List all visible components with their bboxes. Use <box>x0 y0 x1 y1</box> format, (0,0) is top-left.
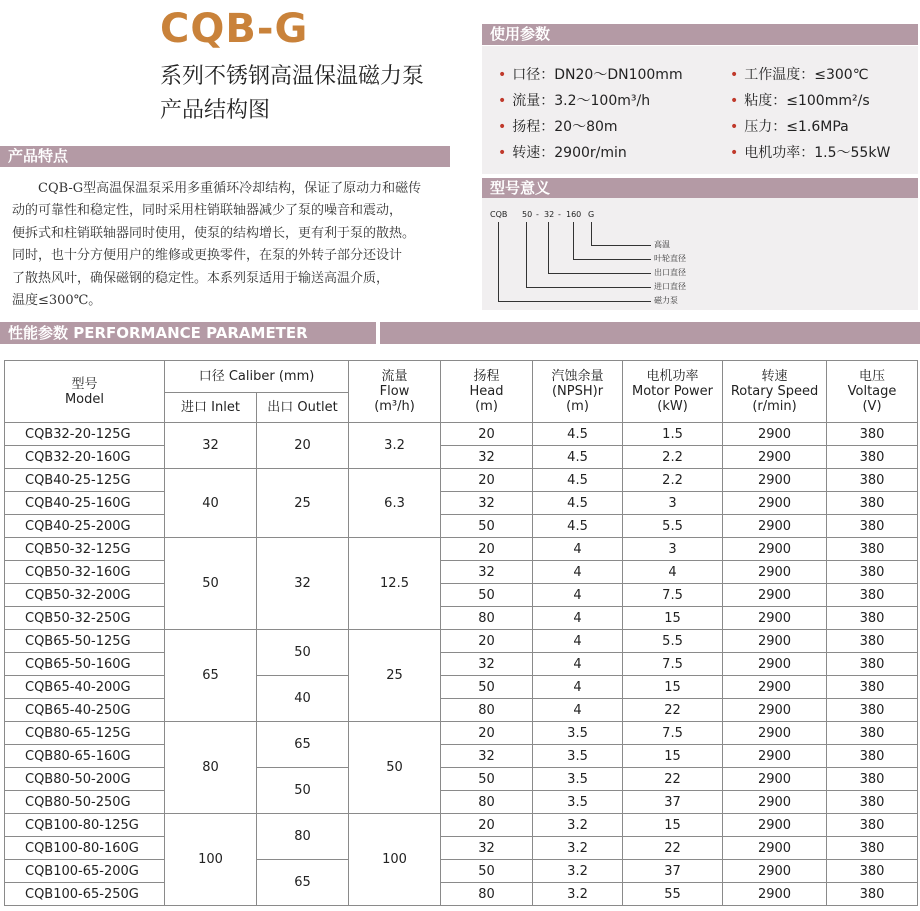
cell-npsh: 4.5 <box>533 446 623 469</box>
param-caliber: • 口径：DN20～DN100mm <box>498 67 683 83</box>
cell-head: 20 <box>441 469 533 492</box>
cell-npsh: 3.5 <box>533 745 623 768</box>
cell-speed: 2900 <box>723 745 827 768</box>
cell-speed: 2900 <box>723 607 827 630</box>
cell-voltage: 380 <box>827 630 918 653</box>
cell-outlet: 50 <box>257 768 349 814</box>
label-high-temp: 高温 <box>654 240 670 249</box>
header-voltage: 电压 Voltage (V) <box>827 361 918 423</box>
cell-model: CQB100-65-250G <box>5 883 165 906</box>
subtitle-line-1: 系列不锈钢高温保温磁力泵 <box>160 64 425 89</box>
table-row <box>5 814 918 837</box>
cell-model: CQB32-20-125G <box>5 423 165 446</box>
table-row <box>5 423 918 446</box>
cell-model: CQB80-50-250G <box>5 791 165 814</box>
connector-line <box>591 222 592 246</box>
connector-line <box>548 222 549 274</box>
code-separator: - <box>558 210 561 219</box>
cell-speed: 2900 <box>723 653 827 676</box>
cell-model: CQB80-65-125G <box>5 722 165 745</box>
header-speed: 转速 Rotary Speed (r/min) <box>723 361 827 423</box>
cell-power: 5.5 <box>623 630 723 653</box>
cell-voltage: 380 <box>827 515 918 538</box>
cell-speed: 2900 <box>723 676 827 699</box>
cell-voltage: 380 <box>827 837 918 860</box>
cell-voltage: 380 <box>827 538 918 561</box>
cell-head: 32 <box>441 492 533 515</box>
cell-voltage: 380 <box>827 653 918 676</box>
cell-npsh: 3.2 <box>533 814 623 837</box>
cell-voltage: 380 <box>827 423 918 446</box>
cell-power: 15 <box>623 814 723 837</box>
cell-head: 50 <box>441 584 533 607</box>
features-line: CQB-G型高温保温泵采用多重循环冷却结构，保证了原动力和磁传 <box>38 181 422 196</box>
cell-model: CQB50-32-250G <box>5 607 165 630</box>
cell-model: CQB100-65-200G <box>5 860 165 883</box>
cell-npsh: 3.5 <box>533 768 623 791</box>
cell-power: 22 <box>623 837 723 860</box>
cell-power: 3 <box>623 538 723 561</box>
table-row <box>5 446 918 469</box>
table-row <box>5 515 918 538</box>
cell-power: 5.5 <box>623 515 723 538</box>
cell-head: 32 <box>441 653 533 676</box>
table-row <box>5 561 918 584</box>
cell-inlet: 32 <box>165 423 257 469</box>
header-caliber: 口径 Caliber (mm) <box>165 361 349 393</box>
param-pressure: • 压力：≤1.6MPa <box>730 119 849 135</box>
cell-npsh: 3.2 <box>533 860 623 883</box>
cell-power: 22 <box>623 768 723 791</box>
features-line: 动的可靠性和稳定性，同时采用柱销联轴器减少了泵的噪音和震动， <box>12 203 403 219</box>
cell-npsh: 4 <box>533 584 623 607</box>
cell-npsh: 4.5 <box>533 469 623 492</box>
table-row <box>5 538 918 561</box>
cell-outlet: 20 <box>257 423 349 469</box>
cell-voltage: 380 <box>827 492 918 515</box>
cell-model: CQB50-32-160G <box>5 561 165 584</box>
table-row <box>5 837 918 860</box>
label-magnetic-pump: 磁力泵 <box>654 296 678 305</box>
cell-power: 15 <box>623 676 723 699</box>
table-row <box>5 607 918 630</box>
header-model: 型号 Model <box>5 361 165 423</box>
cell-model: CQB65-50-160G <box>5 653 165 676</box>
header-inlet: 进口 Inlet <box>165 393 257 423</box>
cell-speed: 2900 <box>723 446 827 469</box>
table-row <box>5 630 918 653</box>
header-power: 电机功率 Motor Power (kW) <box>623 361 723 423</box>
cell-inlet: 50 <box>165 538 257 630</box>
header-head: 扬程 Head (m) <box>441 361 533 423</box>
cell-speed: 2900 <box>723 630 827 653</box>
cell-speed: 2900 <box>723 492 827 515</box>
performance-table-body <box>5 423 918 906</box>
features-line: 同时，也十分方便用户的维修或更换零件，在泵的外转子部分还设计 <box>12 248 403 264</box>
cell-speed: 2900 <box>723 538 827 561</box>
cell-head: 80 <box>441 699 533 722</box>
cell-speed: 2900 <box>723 860 827 883</box>
cell-power: 22 <box>623 699 723 722</box>
code-outlet: 32 <box>544 210 555 219</box>
cell-power: 15 <box>623 607 723 630</box>
connector-line <box>526 222 527 288</box>
connector-line <box>498 222 499 302</box>
cell-power: 55 <box>623 883 723 906</box>
cell-speed: 2900 <box>723 722 827 745</box>
cell-head: 50 <box>441 676 533 699</box>
cell-voltage: 380 <box>827 791 918 814</box>
table-row <box>5 676 918 699</box>
cell-npsh: 4 <box>533 538 623 561</box>
header-npsh: 汽蚀余量 (NPSH)r (m) <box>533 361 623 423</box>
cell-outlet: 65 <box>257 722 349 768</box>
features-line: 温度≤300℃。 <box>12 293 102 309</box>
cell-voltage: 380 <box>827 561 918 584</box>
cell-head: 80 <box>441 791 533 814</box>
cell-npsh: 4 <box>533 676 623 699</box>
table-row <box>5 883 918 906</box>
performance-table <box>4 360 918 906</box>
table-row <box>5 699 918 722</box>
table-row <box>5 791 918 814</box>
cell-head: 50 <box>441 515 533 538</box>
param-power: • 电机功率：1.5～55kW <box>730 145 891 161</box>
table-row <box>5 768 918 791</box>
cell-speed: 2900 <box>723 883 827 906</box>
cell-model: CQB100-80-160G <box>5 837 165 860</box>
cell-head: 50 <box>441 768 533 791</box>
product-title: CQB-G <box>160 6 309 52</box>
cell-speed: 2900 <box>723 584 827 607</box>
code-separator: - <box>536 210 539 219</box>
cell-npsh: 3.2 <box>533 883 623 906</box>
cell-head: 20 <box>441 722 533 745</box>
table-row <box>5 469 918 492</box>
cell-inlet: 65 <box>165 630 257 722</box>
label-impeller-diameter: 叶轮直径 <box>654 254 686 263</box>
cell-npsh: 3.5 <box>533 722 623 745</box>
cell-head: 32 <box>441 837 533 860</box>
cell-npsh: 4 <box>533 653 623 676</box>
cell-flow: 3.2 <box>349 423 441 469</box>
subtitle-line-2: 产品结构图 <box>160 98 271 123</box>
cell-inlet: 40 <box>165 469 257 538</box>
features-heading: 产品特点 <box>0 146 450 167</box>
cell-outlet: 25 <box>257 469 349 538</box>
table-row <box>5 860 918 883</box>
cell-power: 15 <box>623 745 723 768</box>
cell-voltage: 380 <box>827 768 918 791</box>
connector-line <box>548 273 651 274</box>
cell-outlet: 32 <box>257 538 349 630</box>
cell-power: 2.2 <box>623 446 723 469</box>
cell-flow: 25 <box>349 630 441 722</box>
table-row <box>5 584 918 607</box>
cell-model: CQB80-65-160G <box>5 745 165 768</box>
cell-flow: 12.5 <box>349 538 441 630</box>
cell-head: 20 <box>441 630 533 653</box>
cell-model: CQB40-25-160G <box>5 492 165 515</box>
cell-power: 1.5 <box>623 423 723 446</box>
header-flow: 流量 Flow (m³/h) <box>349 361 441 423</box>
cell-head: 80 <box>441 883 533 906</box>
cell-voltage: 380 <box>827 676 918 699</box>
cell-speed: 2900 <box>723 837 827 860</box>
code-inlet: 50 <box>522 210 533 219</box>
cell-power: 7.5 <box>623 653 723 676</box>
cell-speed: 2900 <box>723 699 827 722</box>
param-head: • 扬程：20～80m <box>498 119 618 135</box>
table-row <box>5 745 918 768</box>
cell-voltage: 380 <box>827 584 918 607</box>
cell-model: CQB32-20-160G <box>5 446 165 469</box>
cell-inlet: 100 <box>165 814 257 906</box>
cell-model: CQB65-40-250G <box>5 699 165 722</box>
param-viscosity: • 粘度：≤100mm²/s <box>730 93 870 109</box>
cell-npsh: 3.5 <box>533 791 623 814</box>
label-outlet-diameter: 出口直径 <box>654 268 686 277</box>
params-heading: 使用参数 <box>482 24 918 45</box>
cell-speed: 2900 <box>723 814 827 837</box>
cell-voltage: 380 <box>827 469 918 492</box>
cell-head: 80 <box>441 607 533 630</box>
cell-model: CQB65-50-125G <box>5 630 165 653</box>
table-row <box>5 653 918 676</box>
code-high-temp: G <box>588 210 595 219</box>
params-box <box>482 46 918 174</box>
cell-speed: 2900 <box>723 561 827 584</box>
param-flow: • 流量：3.2～100m³/h <box>498 93 651 109</box>
table-row <box>5 492 918 515</box>
cell-flow: 50 <box>349 722 441 814</box>
param-temperature: • 工作温度：≤300℃ <box>730 67 869 83</box>
cell-speed: 2900 <box>723 423 827 446</box>
performance-heading-bar <box>380 322 920 344</box>
cell-npsh: 4.5 <box>533 492 623 515</box>
cell-voltage: 380 <box>827 722 918 745</box>
cell-power: 2.2 <box>623 469 723 492</box>
cell-head: 32 <box>441 745 533 768</box>
cell-speed: 2900 <box>723 515 827 538</box>
cell-head: 20 <box>441 814 533 837</box>
connector-line <box>573 259 651 260</box>
cell-power: 3 <box>623 492 723 515</box>
cell-outlet: 50 <box>257 630 349 676</box>
connector-line <box>526 287 651 288</box>
cell-npsh: 4 <box>533 607 623 630</box>
performance-heading: 性能参数 PERFORMANCE PARAMETER <box>0 322 376 344</box>
cell-model: CQB100-80-125G <box>5 814 165 837</box>
cell-flow: 6.3 <box>349 469 441 538</box>
features-text <box>12 178 452 312</box>
code-series: CQB <box>490 210 508 219</box>
header-outlet: 出口 Outlet <box>257 393 349 423</box>
cell-speed: 2900 <box>723 469 827 492</box>
connector-line <box>591 245 651 246</box>
cell-outlet: 65 <box>257 860 349 906</box>
product-subtitle <box>160 60 424 128</box>
connector-line <box>573 222 574 260</box>
cell-power: 7.5 <box>623 584 723 607</box>
cell-power: 37 <box>623 860 723 883</box>
table-row <box>5 722 918 745</box>
cell-model: CQB40-25-200G <box>5 515 165 538</box>
cell-voltage: 380 <box>827 446 918 469</box>
cell-voltage: 380 <box>827 699 918 722</box>
cell-model: CQB65-40-200G <box>5 676 165 699</box>
cell-npsh: 3.2 <box>533 837 623 860</box>
cell-npsh: 4.5 <box>533 423 623 446</box>
cell-head: 32 <box>441 561 533 584</box>
cell-speed: 2900 <box>723 791 827 814</box>
cell-model: CQB50-32-125G <box>5 538 165 561</box>
cell-head: 50 <box>441 860 533 883</box>
cell-model: CQB40-25-125G <box>5 469 165 492</box>
cell-voltage: 380 <box>827 860 918 883</box>
cell-npsh: 4 <box>533 630 623 653</box>
model-meaning-heading: 型号意义 <box>482 178 918 199</box>
cell-npsh: 4.5 <box>533 515 623 538</box>
cell-power: 4 <box>623 561 723 584</box>
cell-voltage: 380 <box>827 745 918 768</box>
cell-head: 20 <box>441 538 533 561</box>
cell-model: CQB80-50-200G <box>5 768 165 791</box>
cell-power: 7.5 <box>623 722 723 745</box>
cell-outlet: 40 <box>257 676 349 722</box>
cell-npsh: 4 <box>533 699 623 722</box>
cell-npsh: 4 <box>533 561 623 584</box>
cell-flow: 100 <box>349 814 441 906</box>
cell-voltage: 380 <box>827 607 918 630</box>
model-meaning-diagram <box>482 198 918 310</box>
param-speed: • 转速：2900r/min <box>498 145 627 161</box>
cell-model: CQB50-32-200G <box>5 584 165 607</box>
features-line: 便拆式和柱销联轴器同时使用，使泵的结构增长，更有利于泵的散热。 <box>12 225 416 241</box>
features-line: 了散热风叶，确保磁钢的稳定性。本系列泵适用于输送高温介质， <box>12 270 390 286</box>
cell-voltage: 380 <box>827 814 918 837</box>
cell-speed: 2900 <box>723 768 827 791</box>
cell-inlet: 80 <box>165 722 257 814</box>
cell-outlet: 80 <box>257 814 349 860</box>
cell-head: 20 <box>441 423 533 446</box>
connector-line <box>498 301 651 302</box>
label-inlet-diameter: 进口直径 <box>654 282 686 291</box>
cell-voltage: 380 <box>827 883 918 906</box>
cell-power: 37 <box>623 791 723 814</box>
cell-head: 32 <box>441 446 533 469</box>
code-impeller: 160 <box>566 210 582 219</box>
